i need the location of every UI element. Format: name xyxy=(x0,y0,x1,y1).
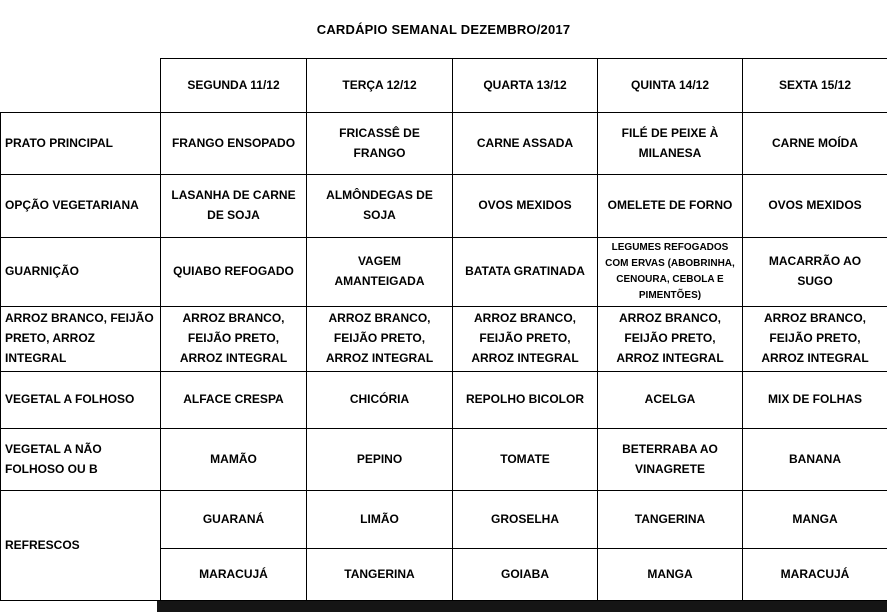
menu-cell: GUARANÁ xyxy=(161,491,307,549)
row-label-prato-principal: PRATO PRINCIPAL xyxy=(1,113,161,175)
menu-cell: VAGEM AMANTEIGADA xyxy=(307,238,453,307)
row-label-refrescos: REFRESCOS xyxy=(1,491,161,601)
menu-cell: QUIABO REFOGADO xyxy=(161,238,307,307)
row-label-arroz-feijao: ARROZ BRANCO, FEIJÃO PRETO, ARROZ INTEGRAL xyxy=(1,307,161,372)
menu-cell: FRANGO ENSOPADO xyxy=(161,113,307,175)
menu-cell: BANANA xyxy=(743,429,887,491)
menu-cell: ARROZ BRANCO, FEIJÃO PRETO, ARROZ INTEGRAL xyxy=(307,307,453,372)
bottom-bar xyxy=(157,601,887,612)
table-row xyxy=(1,113,887,175)
menu-cell: TANGERINA xyxy=(307,549,453,601)
menu-cell: MIX DE FOLHAS xyxy=(743,372,887,429)
menu-cell: REPOLHO BICOLOR xyxy=(453,372,598,429)
menu-cell: MANGA xyxy=(743,491,887,549)
menu-cell: BETERRABA AO VINAGRETE xyxy=(598,429,743,491)
menu-cell: GROSELHA xyxy=(453,491,598,549)
menu-cell: ALMÔNDEGAS DE SOJA xyxy=(307,175,453,238)
menu-cell: FRICASSÊ DE FRANGO xyxy=(307,113,453,175)
table-row xyxy=(1,238,887,307)
table-row xyxy=(1,372,887,429)
table-row xyxy=(1,491,887,549)
menu-cell: BATATA GRATINADA xyxy=(453,238,598,307)
row-label-opcao-vegetariana: OPÇÃO VEGETARIANA xyxy=(1,175,161,238)
menu-cell: PEPINO xyxy=(307,429,453,491)
menu-cell: CARNE ASSADA xyxy=(453,113,598,175)
table-row xyxy=(1,307,887,372)
menu-cell: ARROZ BRANCO, FEIJÃO PRETO, ARROZ INTEGRAL xyxy=(453,307,598,372)
menu-cell: MARACUJÁ xyxy=(743,549,887,601)
column-header-quarta: QUARTA 13/12 xyxy=(453,59,598,113)
column-header-quinta: QUINTA 14/12 xyxy=(598,59,743,113)
row-label-vegetal-folhoso: VEGETAL A FOLHOSO xyxy=(1,372,161,429)
header-row xyxy=(1,59,887,113)
table-row xyxy=(1,175,887,238)
table-row xyxy=(1,429,887,491)
menu-cell: LEGUMES REFOGADOS COM ERVAS (ABOBRINHA, CENOURA, CEBOLA E PIMENTÕES) xyxy=(598,238,743,307)
menu-cell: CARNE MOÍDA xyxy=(743,113,887,175)
menu-table xyxy=(0,58,887,601)
menu-cell: ARROZ BRANCO, FEIJÃO PRETO, ARROZ INTEGRAL xyxy=(743,307,887,372)
menu-cell: TOMATE xyxy=(453,429,598,491)
column-header-segunda: SEGUNDA 11/12 xyxy=(161,59,307,113)
menu-cell: MARACUJÁ xyxy=(161,549,307,601)
column-header-sexta: SEXTA 15/12 xyxy=(743,59,887,113)
menu-cell: ALFACE CRESPA xyxy=(161,372,307,429)
menu-cell: OMELETE DE FORNO xyxy=(598,175,743,238)
menu-cell: OVOS MEXIDOS xyxy=(743,175,887,238)
page-title: CARDÁPIO SEMANAL DEZEMBRO/2017 xyxy=(316,21,571,37)
corner-cell xyxy=(1,59,161,113)
menu-cell: OVOS MEXIDOS xyxy=(453,175,598,238)
menu-cell: MANGA xyxy=(598,549,743,601)
menu-cell: MAMÃO xyxy=(161,429,307,491)
menu-cell: ACELGA xyxy=(598,372,743,429)
menu-cell: MACARRÃO AO SUGO xyxy=(743,238,887,307)
menu-cell: ARROZ BRANCO, FEIJÃO PRETO, ARROZ INTEGRAL xyxy=(598,307,743,372)
row-label-vegetal-nao-folhoso: VEGETAL A NÃO FOLHOSO OU B xyxy=(1,429,161,491)
menu-cell: LASANHA DE CARNE DE SOJA xyxy=(161,175,307,238)
menu-cell: CHICÓRIA xyxy=(307,372,453,429)
menu-cell: GOIABA xyxy=(453,549,598,601)
menu-cell: TANGERINA xyxy=(598,491,743,549)
column-header-terca: TERÇA 12/12 xyxy=(307,59,453,113)
menu-cell: FILÉ DE PEIXE À MILANESA xyxy=(598,113,743,175)
row-label-guarnicao: GUARNIÇÃO xyxy=(1,238,161,307)
menu-cell: LIMÃO xyxy=(307,491,453,549)
menu-cell: ARROZ BRANCO, FEIJÃO PRETO, ARROZ INTEGRAL xyxy=(161,307,307,372)
